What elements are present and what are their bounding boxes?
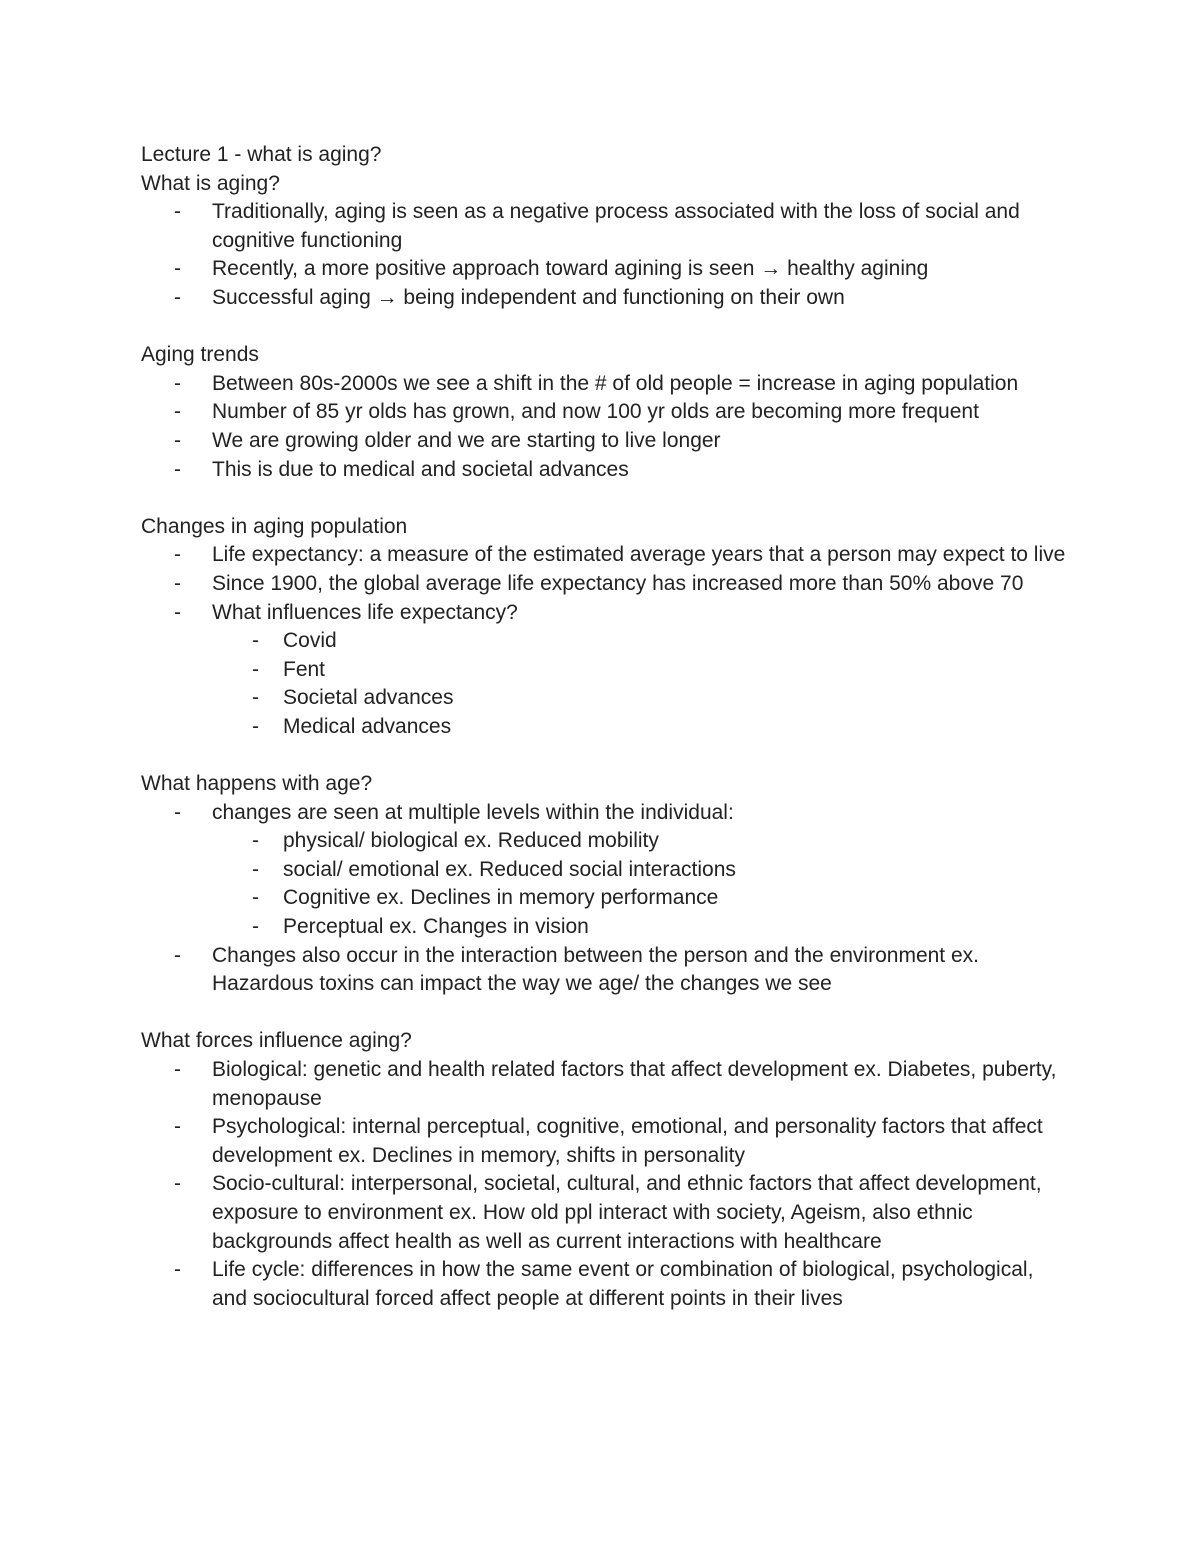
section-heading: What forces influence aging? bbox=[141, 1029, 412, 1053]
section-heading: Aging trends bbox=[141, 343, 259, 367]
sub-list-item-text: Fent bbox=[283, 657, 326, 681]
list-item bbox=[141, 1256, 1071, 1313]
list-item bbox=[141, 1056, 1071, 1113]
dash-bullet: - bbox=[174, 200, 181, 224]
section-what-happens-with-age bbox=[141, 770, 1071, 999]
list-item bbox=[141, 1113, 1071, 1170]
list-item-text: Number of 85 yr olds has grown, and now 100 yr olds are becoming more frequent bbox=[212, 400, 979, 424]
dash-bullet: - bbox=[174, 457, 181, 481]
dash-bullet: - bbox=[174, 543, 181, 567]
list-item bbox=[141, 799, 1071, 942]
list-item bbox=[141, 1170, 1071, 1256]
dash-bullet: - bbox=[174, 371, 181, 395]
sub-list-item bbox=[212, 827, 1071, 856]
list-item-text: Traditionally, aging is seen as a negative process associated with the loss of social and cognitive functioning bbox=[212, 200, 1020, 252]
sub-list-item bbox=[212, 856, 1071, 885]
bullet-list bbox=[141, 198, 1071, 312]
section-changes-in-aging-population bbox=[141, 513, 1071, 742]
list-item bbox=[141, 398, 1071, 427]
dash-bullet: - bbox=[252, 657, 259, 681]
blank-line bbox=[141, 313, 1071, 342]
list-item-text: Recently, a more positive approach toward agining is seen → healthy agining bbox=[212, 257, 929, 281]
list-item-text: We are growing older and we are starting to live longer bbox=[212, 428, 721, 452]
section-heading: What happens with age? bbox=[141, 772, 373, 796]
sub-list-item bbox=[212, 913, 1071, 942]
list-item-text: Since 1900, the global average life expectancy has increased more than 50% above 70 bbox=[212, 571, 1024, 595]
list-item-text: This is due to medical and societal advances bbox=[212, 457, 629, 481]
sub-list-item bbox=[212, 656, 1071, 685]
dash-bullet: - bbox=[174, 571, 181, 595]
dash-bullet: - bbox=[174, 943, 181, 967]
list-item bbox=[141, 942, 1071, 999]
sub-list-item bbox=[212, 627, 1071, 656]
dash-bullet: - bbox=[252, 857, 259, 881]
list-item-text: Changes also occur in the interaction between the person and the environment ex. Hazardous toxins can impact the way we age/ the changes we see bbox=[212, 943, 979, 996]
list-item-text: Successful aging → being independent and functioning on their own bbox=[212, 285, 845, 309]
list-item bbox=[141, 255, 1071, 284]
sub-bullet-list bbox=[212, 827, 1071, 941]
list-item bbox=[141, 599, 1071, 742]
bullet-list bbox=[141, 1056, 1071, 1313]
sub-list-item-text: social/ emotional ex. Reduced social interactions bbox=[283, 857, 736, 881]
blank-line bbox=[141, 484, 1071, 513]
section-aging-trends bbox=[141, 341, 1071, 484]
sub-list-item-text: Medical advances bbox=[283, 714, 452, 738]
sub-list-item bbox=[212, 884, 1071, 913]
dash-bullet: - bbox=[174, 1172, 181, 1196]
list-item-text: Between 80s-2000s we see a shift in the # of old people = increase in aging population bbox=[212, 371, 1019, 395]
sub-list-item bbox=[212, 684, 1071, 713]
dash-bullet: - bbox=[252, 886, 259, 910]
dash-bullet: - bbox=[174, 1115, 181, 1139]
list-item bbox=[141, 198, 1071, 255]
sub-list-item bbox=[212, 713, 1071, 742]
sub-list-item-text: Cognitive ex. Declines in memory performance bbox=[283, 886, 719, 910]
list-item-text: Life expectancy: a measure of the estimated average years that a person may expect to live bbox=[212, 543, 1066, 567]
sub-list-item-text: Perceptual ex. Changes in vision bbox=[283, 915, 589, 939]
blank-line bbox=[141, 741, 1071, 770]
dash-bullet: - bbox=[174, 600, 181, 624]
section-heading: What is aging? bbox=[141, 171, 280, 195]
list-item bbox=[141, 370, 1071, 399]
dash-bullet: - bbox=[174, 800, 181, 824]
list-item bbox=[141, 427, 1071, 456]
dash-bullet: - bbox=[174, 400, 181, 424]
list-item bbox=[141, 570, 1071, 599]
dash-bullet: - bbox=[252, 686, 259, 710]
dash-bullet: - bbox=[174, 257, 181, 281]
sub-bullet-list bbox=[212, 627, 1071, 741]
section-heading: Changes in aging population bbox=[141, 514, 408, 538]
bullet-list bbox=[141, 799, 1071, 999]
list-item-text: Psychological: internal perceptual, cognitive, emotional, and personality factors that affect development ex. Declines in memory, shifts in personality bbox=[212, 1115, 1043, 1167]
blank-line bbox=[141, 999, 1071, 1028]
bullet-list bbox=[141, 541, 1071, 741]
list-item-text: changes are seen at multiple levels within the individual: bbox=[212, 800, 734, 824]
document-title: Lecture 1 - what is aging? bbox=[141, 143, 382, 166]
section-forces-influence-aging bbox=[141, 1027, 1071, 1313]
list-item-text: Life cycle: differences in how the same event or combination of biological, psychological, and sociocultural forced affect people at different points in their lives bbox=[212, 1258, 1034, 1310]
dash-bullet: - bbox=[252, 714, 259, 738]
dash-bullet: - bbox=[252, 829, 259, 853]
bullet-list bbox=[141, 370, 1071, 484]
list-item bbox=[141, 456, 1071, 485]
sub-list-item-text: Covid bbox=[283, 629, 337, 653]
dash-bullet: - bbox=[252, 629, 259, 653]
document-body bbox=[141, 141, 1071, 1313]
section-what-is-aging bbox=[141, 170, 1071, 313]
list-item bbox=[141, 284, 1071, 313]
list-item-text: Socio-cultural: interpersonal, societal, cultural, and ethnic factors that affect development, exposure to environment ex. How old ppl interact with society, Ageism, also ethnic backgrounds affect health as well as current interactions with healthcare bbox=[212, 1172, 1042, 1253]
dash-bullet: - bbox=[174, 1258, 181, 1282]
list-item-text: What influences life expectancy? bbox=[212, 600, 518, 624]
dash-bullet: - bbox=[174, 285, 181, 309]
sub-list-item-text: physical/ biological ex. Reduced mobility bbox=[283, 829, 659, 853]
list-item bbox=[141, 541, 1071, 570]
dash-bullet: - bbox=[174, 1058, 181, 1081]
dash-bullet: - bbox=[252, 915, 259, 939]
sub-list-item-text: Societal advances bbox=[283, 686, 454, 710]
dash-bullet: - bbox=[174, 428, 181, 452]
list-item-text: Biological: genetic and health related factors that affect development ex. Diabetes, puberty, menopause bbox=[212, 1058, 1057, 1110]
